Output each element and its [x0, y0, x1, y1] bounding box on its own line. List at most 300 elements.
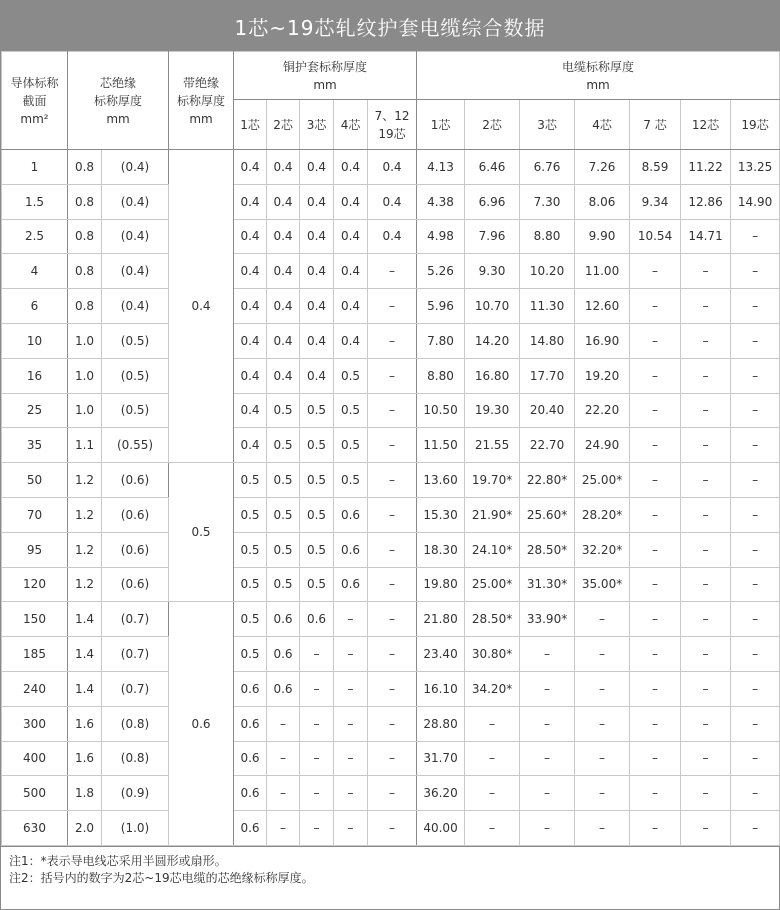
cell-cable-thickness: – [731, 254, 780, 289]
cell-cable-thickness: – [630, 776, 681, 811]
table-row [2, 323, 780, 358]
cell-core-insulation-multi: (0.4) [102, 289, 169, 324]
cell-copper-sheath: – [300, 637, 334, 672]
cell-copper-sheath: 0.4 [334, 254, 368, 289]
cell-cable-thickness: 19.80 [417, 567, 465, 602]
header-cable-col: 3芯 [520, 100, 575, 150]
cell-copper-sheath: 0.4 [368, 184, 417, 219]
cell-copper-sheath: 0.4 [300, 184, 334, 219]
cell-cable-thickness: 6.46 [465, 150, 520, 185]
cell-cable-thickness: 25.00* [465, 567, 520, 602]
cell-cable-thickness: 30.80* [465, 637, 520, 672]
cell-core-insulation-multi: (0.4) [102, 150, 169, 185]
cell-cable-thickness: – [731, 289, 780, 324]
cell-copper-sheath: 0.4 [267, 184, 300, 219]
cell-copper-sheath: 0.5 [234, 497, 267, 532]
cell-cable-thickness: 28.50* [520, 532, 575, 567]
cell-cable-thickness: 19.30 [465, 393, 520, 428]
cell-cable-thickness: 25.00* [575, 463, 630, 498]
cell-cable-thickness: 24.10* [465, 532, 520, 567]
cell-cable-thickness: – [681, 637, 731, 672]
cell-copper-sheath: 0.5 [334, 393, 368, 428]
cell-cable-thickness: 11.22 [681, 150, 731, 185]
cell-cable-thickness: 12.60 [575, 289, 630, 324]
cell-section: 16 [2, 358, 68, 393]
cell-cable-thickness: 19.20 [575, 358, 630, 393]
cell-cable-thickness: 28.20* [575, 497, 630, 532]
header-belt-insulation: 带绝缘 标称厚度 mm [169, 52, 234, 150]
cell-cable-thickness: – [731, 497, 780, 532]
cell-core-insulation: 1.4 [68, 637, 102, 672]
cell-cable-thickness: – [630, 289, 681, 324]
cell-copper-sheath: 0.6 [334, 497, 368, 532]
cell-cable-thickness: 19.70* [465, 463, 520, 498]
cell-copper-sheath: 0.5 [300, 567, 334, 602]
cell-copper-sheath: – [300, 671, 334, 706]
cell-copper-sheath: – [334, 637, 368, 672]
cell-cable-thickness: 10.70 [465, 289, 520, 324]
cell-cable-thickness: – [630, 671, 681, 706]
cell-cable-thickness: – [681, 497, 731, 532]
cell-cable-thickness: 16.90 [575, 323, 630, 358]
cell-cable-thickness: 28.80 [417, 706, 465, 741]
cell-section: 95 [2, 532, 68, 567]
table-row [2, 428, 780, 463]
cell-cable-thickness: 21.80 [417, 602, 465, 637]
cell-copper-sheath: – [368, 358, 417, 393]
cell-cable-thickness: – [575, 741, 630, 776]
cell-cable-thickness: 8.59 [630, 150, 681, 185]
cell-cable-thickness: – [731, 567, 780, 602]
cell-cable-thickness: – [465, 811, 520, 846]
cell-core-insulation: 0.8 [68, 150, 102, 185]
cell-core-insulation-multi: (0.4) [102, 184, 169, 219]
cell-copper-sheath: 0.4 [267, 358, 300, 393]
cell-copper-sheath: 0.5 [300, 393, 334, 428]
cell-copper-sheath: 0.4 [368, 150, 417, 185]
cell-cable-thickness: 32.20* [575, 532, 630, 567]
cell-cable-thickness: – [630, 532, 681, 567]
cell-copper-sheath: – [334, 706, 368, 741]
cell-copper-sheath: 0.5 [234, 637, 267, 672]
cell-cable-thickness: 11.50 [417, 428, 465, 463]
cell-copper-sheath: – [334, 741, 368, 776]
cell-core-insulation-multi: (0.4) [102, 254, 169, 289]
cell-cable-thickness: – [681, 289, 731, 324]
cell-copper-sheath: 0.4 [300, 150, 334, 185]
cell-cable-thickness: – [575, 706, 630, 741]
cell-cable-thickness: 17.70 [520, 358, 575, 393]
cell-cable-thickness: – [630, 358, 681, 393]
cell-copper-sheath: 0.5 [300, 497, 334, 532]
cell-section: 6 [2, 289, 68, 324]
cell-section: 400 [2, 741, 68, 776]
cell-cable-thickness: 6.96 [465, 184, 520, 219]
cell-copper-sheath: – [334, 776, 368, 811]
table-row [2, 706, 780, 741]
cell-cable-thickness: – [681, 358, 731, 393]
cell-cable-thickness: 13.60 [417, 463, 465, 498]
cell-cable-thickness: – [681, 532, 731, 567]
cell-copper-sheath: 0.5 [267, 393, 300, 428]
cell-cable-thickness: – [681, 671, 731, 706]
cell-core-insulation: 1.1 [68, 428, 102, 463]
cell-cable-thickness: 22.80* [520, 463, 575, 498]
cell-copper-sheath: 0.5 [334, 358, 368, 393]
header-cu-col: 3芯 [300, 100, 334, 150]
cell-copper-sheath: 0.4 [334, 323, 368, 358]
cell-copper-sheath: – [300, 706, 334, 741]
cell-cable-thickness: – [630, 741, 681, 776]
cell-cable-thickness: 21.90* [465, 497, 520, 532]
cell-section: 185 [2, 637, 68, 672]
cell-copper-sheath: 0.4 [234, 428, 267, 463]
cell-copper-sheath: 0.4 [234, 358, 267, 393]
cell-cable-thickness: – [630, 393, 681, 428]
cell-section: 2.5 [2, 219, 68, 254]
cell-cable-thickness: 7.80 [417, 323, 465, 358]
cell-copper-sheath: 0.5 [334, 463, 368, 498]
cell-copper-sheath: 0.4 [300, 219, 334, 254]
cell-cable-thickness: – [681, 463, 731, 498]
table-row [2, 567, 780, 602]
cell-cable-thickness: 40.00 [417, 811, 465, 846]
cell-core-insulation-multi: (0.8) [102, 741, 169, 776]
cell-copper-sheath: 0.5 [234, 463, 267, 498]
cable-data-table [1, 51, 780, 846]
cell-copper-sheath: 0.4 [234, 150, 267, 185]
cell-cable-thickness: – [520, 706, 575, 741]
cell-copper-sheath: 0.6 [334, 532, 368, 567]
cell-cable-thickness: – [731, 463, 780, 498]
cell-section: 240 [2, 671, 68, 706]
footnote: 注1：*表示导电线芯采用半圆形或扇形。 [9, 853, 227, 868]
cell-cable-thickness: – [630, 497, 681, 532]
cell-core-insulation: 1.0 [68, 323, 102, 358]
cell-copper-sheath: 0.5 [300, 428, 334, 463]
cell-cable-thickness: – [681, 428, 731, 463]
table-row [2, 741, 780, 776]
cell-cable-thickness: – [575, 671, 630, 706]
cell-copper-sheath: – [368, 567, 417, 602]
cell-cable-thickness: 11.00 [575, 254, 630, 289]
table-row [2, 254, 780, 289]
cell-copper-sheath: 0.4 [234, 219, 267, 254]
cell-copper-sheath: 0.5 [300, 463, 334, 498]
cell-cable-thickness: – [731, 776, 780, 811]
cell-core-insulation: 1.6 [68, 741, 102, 776]
cell-cable-thickness: – [465, 741, 520, 776]
cell-copper-sheath: 0.4 [267, 150, 300, 185]
cell-cable-thickness: – [520, 811, 575, 846]
header-section: 导体标称 截面 mm² [2, 52, 68, 150]
cell-copper-sheath: 0.4 [234, 323, 267, 358]
table-row [2, 637, 780, 672]
cell-cable-thickness: 13.25 [731, 150, 780, 185]
cell-cable-thickness: 31.70 [417, 741, 465, 776]
cell-cable-thickness: – [630, 706, 681, 741]
cell-cable-thickness: 6.76 [520, 150, 575, 185]
cell-copper-sheath: 0.5 [300, 532, 334, 567]
cell-copper-sheath: 0.6 [234, 741, 267, 776]
cell-core-insulation-multi: (0.5) [102, 358, 169, 393]
cell-core-insulation-multi: (1.0) [102, 811, 169, 846]
cell-section: 4 [2, 254, 68, 289]
cell-core-insulation-multi: (0.6) [102, 497, 169, 532]
cell-core-insulation-multi: (0.8) [102, 706, 169, 741]
cell-core-insulation: 1.2 [68, 463, 102, 498]
header-cable-col: 4芯 [575, 100, 630, 150]
cell-cable-thickness: 8.06 [575, 184, 630, 219]
header-cu-col-multi: 7、12 19芯 [368, 100, 417, 150]
cell-cable-thickness: 7.96 [465, 219, 520, 254]
cell-copper-sheath: – [368, 741, 417, 776]
cell-copper-sheath: 0.4 [368, 219, 417, 254]
cell-copper-sheath: 0.5 [267, 428, 300, 463]
table-row [2, 497, 780, 532]
cell-cable-thickness: 7.30 [520, 184, 575, 219]
cell-cable-thickness: – [520, 776, 575, 811]
cell-core-insulation-multi: (0.6) [102, 463, 169, 498]
cell-copper-sheath: 0.4 [234, 254, 267, 289]
cell-cable-thickness: – [520, 741, 575, 776]
cell-cable-thickness: 5.26 [417, 254, 465, 289]
cell-cable-thickness: – [731, 532, 780, 567]
cell-copper-sheath: – [368, 393, 417, 428]
table-body [2, 150, 780, 846]
cell-copper-sheath: 0.4 [267, 219, 300, 254]
cell-cable-thickness: – [681, 323, 731, 358]
cell-cable-thickness: – [630, 323, 681, 358]
cell-core-insulation: 0.8 [68, 254, 102, 289]
cell-cable-thickness: 14.71 [681, 219, 731, 254]
cell-cable-thickness: 8.80 [417, 358, 465, 393]
cell-copper-sheath: 0.5 [267, 497, 300, 532]
cell-cable-thickness: 7.26 [575, 150, 630, 185]
cell-copper-sheath: – [334, 811, 368, 846]
cell-copper-sheath: 0.5 [334, 428, 368, 463]
cell-belt-insulation: 0.6 [169, 602, 234, 846]
cell-copper-sheath: – [368, 254, 417, 289]
cell-section: 70 [2, 497, 68, 532]
cell-copper-sheath: – [267, 741, 300, 776]
cell-copper-sheath: 0.4 [300, 289, 334, 324]
cell-core-insulation: 1.0 [68, 358, 102, 393]
cell-section: 35 [2, 428, 68, 463]
cell-copper-sheath: – [267, 776, 300, 811]
table-row [2, 671, 780, 706]
cell-cable-thickness: 5.96 [417, 289, 465, 324]
cell-copper-sheath: – [368, 497, 417, 532]
cell-core-insulation-multi: (0.7) [102, 637, 169, 672]
cell-core-insulation-multi: (0.5) [102, 323, 169, 358]
header-cu-col: 4芯 [334, 100, 368, 150]
cell-copper-sheath: 0.5 [234, 602, 267, 637]
cell-cable-thickness: – [575, 602, 630, 637]
cell-section: 1 [2, 150, 68, 185]
cell-copper-sheath: 0.6 [234, 706, 267, 741]
cell-cable-thickness: – [731, 671, 780, 706]
cell-cable-thickness: – [731, 637, 780, 672]
cell-core-insulation: 1.4 [68, 602, 102, 637]
table-row [2, 358, 780, 393]
cell-copper-sheath: 0.6 [267, 602, 300, 637]
header-copper-sheath: 铜护套标称厚度 mm [234, 52, 417, 100]
cell-cable-thickness: – [630, 567, 681, 602]
header-cable-col: 12芯 [681, 100, 731, 150]
cell-copper-sheath: 0.4 [334, 289, 368, 324]
cell-core-insulation-multi: (0.5) [102, 393, 169, 428]
cell-belt-insulation: 0.4 [169, 150, 234, 463]
cell-core-insulation: 1.2 [68, 567, 102, 602]
cell-core-insulation: 0.8 [68, 289, 102, 324]
cell-cable-thickness: – [575, 637, 630, 672]
cell-copper-sheath: – [267, 706, 300, 741]
header-core-insulation: 芯绝缘 标称厚度 mm [68, 52, 169, 150]
cell-core-insulation-multi: (0.7) [102, 602, 169, 637]
cell-copper-sheath: 0.4 [300, 323, 334, 358]
cell-cable-thickness: – [575, 776, 630, 811]
cell-cable-thickness: 9.30 [465, 254, 520, 289]
cell-section: 120 [2, 567, 68, 602]
cell-copper-sheath: 0.4 [267, 323, 300, 358]
cell-cable-thickness: – [681, 706, 731, 741]
cell-copper-sheath: 0.4 [267, 254, 300, 289]
cell-copper-sheath: 0.4 [267, 289, 300, 324]
cell-core-insulation: 1.2 [68, 532, 102, 567]
cell-copper-sheath: – [300, 811, 334, 846]
table-row [2, 776, 780, 811]
cell-cable-thickness: – [630, 428, 681, 463]
cell-core-insulation: 0.8 [68, 219, 102, 254]
cell-copper-sheath: 0.4 [300, 254, 334, 289]
cell-cable-thickness: 34.20* [465, 671, 520, 706]
cell-cable-thickness: – [630, 637, 681, 672]
cell-belt-insulation: 0.5 [169, 463, 234, 602]
cell-cable-thickness: – [731, 428, 780, 463]
cell-core-insulation-multi: (0.9) [102, 776, 169, 811]
cell-section: 500 [2, 776, 68, 811]
footnotes [1, 846, 779, 893]
cell-cable-thickness: 4.13 [417, 150, 465, 185]
cell-copper-sheath: 0.6 [234, 776, 267, 811]
table-header [2, 52, 780, 150]
cell-copper-sheath: – [368, 602, 417, 637]
cell-cable-thickness: – [681, 254, 731, 289]
cell-copper-sheath: – [300, 776, 334, 811]
cell-cable-thickness: 23.40 [417, 637, 465, 672]
cell-copper-sheath: – [267, 811, 300, 846]
table-row [2, 602, 780, 637]
cell-cable-thickness: 4.98 [417, 219, 465, 254]
cell-copper-sheath: – [368, 532, 417, 567]
table-row [2, 184, 780, 219]
cell-cable-thickness: – [731, 323, 780, 358]
table-row [2, 219, 780, 254]
footnote: 注2：括号内的数字为2芯~19芯电缆的芯绝缘标称厚度。 [9, 870, 314, 885]
cell-core-insulation-multi: (0.6) [102, 532, 169, 567]
cell-core-insulation: 1.4 [68, 671, 102, 706]
cell-cable-thickness: 31.30* [520, 567, 575, 602]
cell-copper-sheath: 0.5 [234, 567, 267, 602]
cell-cable-thickness: 16.10 [417, 671, 465, 706]
cell-copper-sheath: – [368, 428, 417, 463]
table-row [2, 811, 780, 846]
header-cable-thickness: 电缆标称厚度 mm [417, 52, 780, 100]
cell-section: 1.5 [2, 184, 68, 219]
cell-cable-thickness: – [681, 741, 731, 776]
cell-core-insulation: 1.0 [68, 393, 102, 428]
cell-copper-sheath: – [368, 776, 417, 811]
table-row [2, 289, 780, 324]
cell-cable-thickness: 14.20 [465, 323, 520, 358]
cell-copper-sheath: 0.6 [300, 602, 334, 637]
cell-copper-sheath: – [368, 289, 417, 324]
cell-copper-sheath: 0.4 [334, 219, 368, 254]
cell-cable-thickness: 22.20 [575, 393, 630, 428]
header-cu-col: 1芯 [234, 100, 267, 150]
cell-copper-sheath: 0.5 [267, 532, 300, 567]
cell-cable-thickness: – [520, 637, 575, 672]
cell-cable-thickness: 10.54 [630, 219, 681, 254]
cell-cable-thickness: 22.70 [520, 428, 575, 463]
cell-cable-thickness: 35.00* [575, 567, 630, 602]
cell-cable-thickness: 10.50 [417, 393, 465, 428]
cell-copper-sheath: – [368, 463, 417, 498]
cell-cable-thickness: – [681, 567, 731, 602]
cell-cable-thickness: – [681, 811, 731, 846]
cell-cable-thickness: – [575, 811, 630, 846]
cell-cable-thickness: – [731, 219, 780, 254]
cell-section: 25 [2, 393, 68, 428]
table-row [2, 393, 780, 428]
cell-cable-thickness: – [630, 602, 681, 637]
cell-copper-sheath: 0.6 [234, 671, 267, 706]
page-title: 1芯~19芯轧纹护套电缆综合数据 [1, 1, 779, 51]
cell-copper-sheath: – [334, 671, 368, 706]
cell-cable-thickness: – [731, 706, 780, 741]
cell-cable-thickness: – [630, 463, 681, 498]
cell-copper-sheath: 0.4 [300, 358, 334, 393]
header-cable-col: 19芯 [731, 100, 780, 150]
cell-cable-thickness: – [731, 602, 780, 637]
cell-cable-thickness: – [731, 811, 780, 846]
cell-core-insulation: 0.8 [68, 184, 102, 219]
cell-copper-sheath: 0.5 [267, 567, 300, 602]
cell-cable-thickness: 15.30 [417, 497, 465, 532]
cell-cable-thickness: – [465, 776, 520, 811]
cell-section: 10 [2, 323, 68, 358]
cell-core-insulation: 1.8 [68, 776, 102, 811]
cell-cable-thickness: 18.30 [417, 532, 465, 567]
cell-copper-sheath: – [368, 811, 417, 846]
cell-core-insulation-multi: (0.4) [102, 219, 169, 254]
cell-copper-sheath: – [368, 637, 417, 672]
cell-cable-thickness: 21.55 [465, 428, 520, 463]
cell-copper-sheath: – [368, 671, 417, 706]
header-cu-col: 2芯 [267, 100, 300, 150]
cell-cable-thickness: – [681, 776, 731, 811]
cell-core-insulation-multi: (0.55) [102, 428, 169, 463]
cell-copper-sheath: 0.4 [234, 393, 267, 428]
cell-cable-thickness: 16.80 [465, 358, 520, 393]
cell-copper-sheath: – [368, 323, 417, 358]
cell-core-insulation: 2.0 [68, 811, 102, 846]
cell-cable-thickness: – [630, 254, 681, 289]
cell-section: 50 [2, 463, 68, 498]
cell-cable-thickness: 9.90 [575, 219, 630, 254]
cell-section: 150 [2, 602, 68, 637]
